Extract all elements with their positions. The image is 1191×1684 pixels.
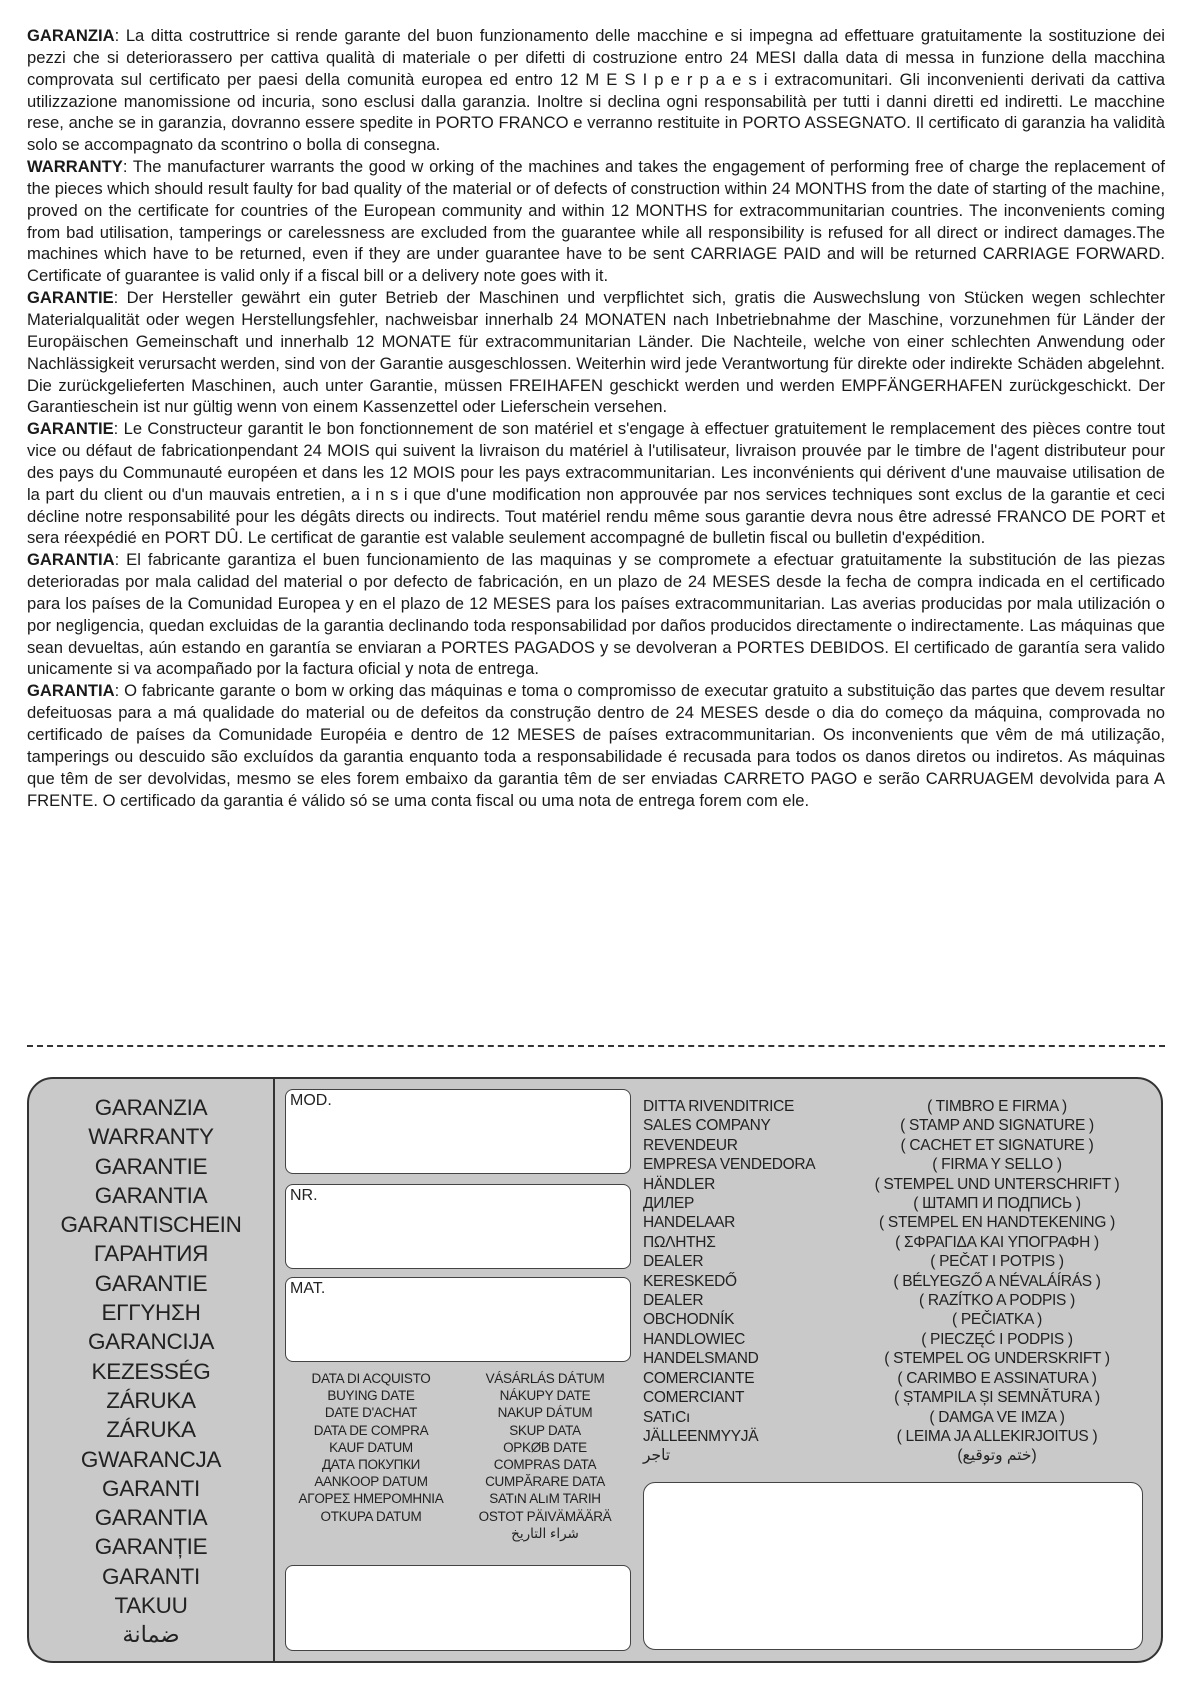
warranty-card xyxy=(27,1077,1163,1663)
purchase-date-labels-right xyxy=(459,1370,631,1542)
warranty-word: GARANTI xyxy=(102,1475,200,1501)
dealer-label: HANDLOWIEC xyxy=(643,1330,746,1348)
warranty-word: GARANTIA xyxy=(94,1505,208,1531)
purchase-date-field[interactable] xyxy=(285,1565,631,1651)
dealer-label: HANDELAAR xyxy=(643,1214,736,1232)
warranty-paragraph-pt xyxy=(27,680,1165,811)
paragraph-body: : O fabricante garante o bom w orking das máquinas e toma o compromisso de executar gratuito a substituição das partes que devem resultar defeituosas para a má qualidade do material ou de defeitos da construção dentro de 24 MESES desde o dia do começo da máquina, comprovada no certificado de países da Comunidade Européia e dentro de 12 MESES de países extracommunitarian. Os inconvenients que vêm de má utilização, tamperings ou descuido são excluídos da garantia enquanto toda a responsabilidade é recusada para todos os danos diretos ou indiretos. As máquinas que têm de ser devolvidas, mesmo se eles forem embaixo da garantia têm de ser enviadas CARRETO PAGO e serão CARRUAGEM devolvida para A FRENTE. O certificado da garantia é válido só se uma conta fiscal ou uma nota de entrega forem com ele. xyxy=(27,681,1165,810)
purchase-date-label: BUYING DATE xyxy=(327,1388,415,1404)
dealer-label: ΠΩΛΗΤΗΣ xyxy=(643,1233,716,1251)
warranty-word: GARANTIA xyxy=(94,1182,208,1208)
stamp-label: ( ШТАМП И ПОДПИСЬ ) xyxy=(913,1195,1081,1213)
warranty-word: WARRANTY xyxy=(88,1124,214,1150)
purchase-date-label: COMPRAS DATA xyxy=(493,1457,597,1473)
warranty-word: GARANTIE xyxy=(94,1270,208,1296)
warranty-word: GARANȚIE xyxy=(94,1534,208,1560)
dealer-label: DEALER xyxy=(643,1292,704,1310)
purchase-date-label: SATıN ALıM TARIH xyxy=(489,1491,601,1507)
purchase-date-label: ДАТА ПОКУПКИ xyxy=(321,1457,421,1473)
warranty-word: ГАРАНТИЯ xyxy=(93,1241,209,1267)
purchase-date-label: NAKUP DÁTUM xyxy=(497,1405,593,1421)
paragraph-body: : Der Hersteller gewährt ein guter Betrieb der Maschinen und verpflichtet sich, gratis die Auswechslung von Stücken wegen schlechter Materialqualität oder wegen Herstellungsfehler, nachweisbar innerhalb 24 MONATEN nach Inbetriebnahme der Maschine, vorzunehmen für Länder der Europäischen Gemeinschaft und innerhalb 12 MONATE für extracommunitarian Länder. Die Nachteile, welche von einer schlechten Anwendung oder Nachlässigkeit verursacht werden, sind von der Garantie ausgeschlossen. Weiterhin wird jede Verantwortung für direkte oder indirekte Schäden abgelehnt. Die zurückgelieferten Maschinen, auch unter Garantie, müssen FREIHAFEN geschickt werden und werden EMPFÄNGERHAFEN zurückgeschickt. Der Garantieschein ist nur gültig wenn von einem Kassenzettel oder Lieferschein versehen. xyxy=(27,288,1165,417)
purchase-date-label: DATA DE COMPRA xyxy=(313,1422,429,1438)
dealer-label: DEALER xyxy=(643,1253,704,1271)
warranty-word: ΕΓΓΥΗΣΗ xyxy=(101,1300,201,1326)
serial-number-field[interactable] xyxy=(285,1184,631,1269)
warranty-word: GWARANCJA xyxy=(80,1446,222,1472)
purchase-date-label: NÁKUPY DATE xyxy=(499,1388,591,1404)
dealer-label: SALES COMPANY xyxy=(643,1117,771,1135)
stamp-label: ( RAZÍTKO A PODPIS ) xyxy=(919,1292,1075,1310)
stamp-label: ( ΣΦΡΑΓΙΔΑ ΚΑΙ ΥΠΟΓΡΑΦΗ ) xyxy=(895,1233,1099,1251)
paragraph-body: : Le Constructeur garantit le bon fonctionnement de son matériel et s'engage à effectuer gratuitement le remplacement des pièces contre tout vice ou défaut de fabricationpendant 24 MOIS qui suivent la livraison du matériel à l'utilisateur, livraison prouvée par le timbre de l'agent distributeur pour des pays du Communauté européen et dans les 12 MOIS pour les pays extracommunitarian. Les inconvénients qui dérivent d'une mauvaise utilisation de la part du client ou d'un mauvais entretien, a i n s i que d'une modification non approuvée par nos services techniques sont exclus de la garantie et ceci décline notre responsabilité pour les dégâts directs ou indirects. Tout matériel rendu même sous garantie devra nous être adressé FRANCO DE PORT et sera réexpédié en PORT DÛ. Le certificat de garantie est valable seulement accompagné de bulletin fiscal ou bulletin d'expédition. xyxy=(27,419,1165,548)
stamp-label: ( ȘTAMPILA ȘI SEMNĂTURA ) xyxy=(894,1389,1100,1407)
stamp-label: ( STEMPEL UND UNTERSCHRIFT ) xyxy=(874,1175,1120,1193)
stamp-label: ( STAMP AND SIGNATURE ) xyxy=(900,1117,1094,1135)
warranty-word: GARANTI xyxy=(102,1563,200,1589)
material-field[interactable] xyxy=(285,1277,631,1362)
dealer-labels xyxy=(643,1097,843,1466)
paragraph-heading: GARANTIE xyxy=(27,419,114,439)
dealer-label: DITTA RIVENDITRICE xyxy=(643,1098,795,1115)
material-label: MAT. xyxy=(290,1280,326,1297)
dealer-label: OBCHODNÍK xyxy=(643,1311,735,1329)
purchase-date-label: KAUF DATUM xyxy=(329,1439,413,1455)
purchase-date-label: AANKOOP DATUM xyxy=(314,1474,428,1490)
warranty-paragraph-es xyxy=(27,549,1165,680)
stamp-label: ( TIMBRO E FIRMA ) xyxy=(927,1098,1067,1115)
purchase-date-label: OTKUPA DATUM xyxy=(320,1508,422,1524)
warranty-word: ZÁRUKA xyxy=(106,1387,196,1413)
stamp-label: ( FIRMA Y SELLO ) xyxy=(932,1156,1062,1174)
stamp-label: ( PEČIATKA ) xyxy=(952,1311,1042,1329)
purchase-date-label: OPKØB DATE xyxy=(503,1439,587,1455)
stamp-label: ( PEČAT I POTPIS ) xyxy=(930,1253,1064,1271)
purchase-date-labels-left xyxy=(285,1370,457,1525)
warranty-word: GARANTISCHEIN xyxy=(60,1212,242,1238)
model-field[interactable] xyxy=(285,1089,631,1174)
warranty-word: TAKUU xyxy=(114,1593,188,1619)
dealer-label: HANDELSMAND xyxy=(643,1350,759,1368)
paragraph-heading: WARRANTY xyxy=(27,157,123,177)
paragraph-heading: GARANZIA xyxy=(27,26,115,45)
dealer-label: EMPRESA VENDEDORA xyxy=(643,1156,816,1174)
warranty-paragraph-it xyxy=(27,25,1165,156)
stamp-label: ( LEIMA JA ALLEKIRJOITUS ) xyxy=(896,1427,1098,1445)
warranty-word: GARANTIE xyxy=(94,1153,208,1179)
stamp-label: ( BÉLYEGZŐ A NÉVALÁÍRÁS ) xyxy=(893,1272,1101,1290)
purchase-date-label: ΑΓΟΡΕΣ ΗΜΕΡΟΜΗΝΙΑ xyxy=(298,1491,444,1507)
warranty-word: KEZESSÉG xyxy=(91,1358,211,1384)
purchase-date-label: VÁSÁRLÁS DÁTUM xyxy=(485,1371,605,1386)
dealer-label: REVENDEUR xyxy=(643,1136,738,1154)
warranty-paragraph-de xyxy=(27,287,1165,418)
warranty-word: ضمانة xyxy=(122,1622,180,1648)
warranty-paragraph-fr xyxy=(27,418,1165,549)
warranty-text-block xyxy=(27,25,1165,811)
dealer-label: JÄLLEENMYYJÄ xyxy=(643,1427,759,1445)
purchase-date-label: SKUP DATA xyxy=(509,1422,581,1438)
paragraph-heading: GARANTIE xyxy=(27,288,114,308)
model-label: MOD. xyxy=(290,1092,332,1109)
stamp-label: ( CARIMBO E ASSINATURA ) xyxy=(897,1369,1097,1387)
dealer-label: HÄNDLER xyxy=(643,1175,715,1193)
dealer-label: تاجر xyxy=(643,1447,671,1465)
dealer-label: KERESKEDŐ xyxy=(643,1272,737,1290)
stamp-label: ( PIECZĘĆ I PODPIS ) xyxy=(921,1330,1073,1348)
paragraph-body: : The manufacturer warrants the good w orking of the machines and takes the engagement of performing free of charge the replacement of the pieces which should result faulty for bad quality of the material or of defects of construction within 24 MONTHS from the date of starting of the machine, proved on the certificate for countries of the European community and within 12 MONTHS for extracommunitarian countries. The inconvenients coming from bad utilisation, tamperings or carelessness are excluded from the guarantee while all responsibility is refused for all direct or indirect damages.The machines which have to be returned, even if they are under guarantee have to be sent CARRIAGE PAID and will be returned CARRIAGE FORWARD. Certificate of guarantee is valid only if a fiscal bill or a delivery note goes with it. xyxy=(27,157,1165,286)
warranty-words-panel xyxy=(29,1079,275,1661)
warranty-word: ZÁRUKA xyxy=(106,1417,196,1443)
warranty-paragraph-en xyxy=(27,156,1165,287)
stamp-label: ( STEMPEL EN HANDTEKENING ) xyxy=(879,1214,1115,1232)
stamp-label: ( CACHET ET SIGNATURE ) xyxy=(900,1136,1094,1154)
dealer-label: COMERCIANTE xyxy=(643,1369,755,1387)
cut-line xyxy=(27,1045,1165,1047)
stamp-labels xyxy=(849,1097,1145,1466)
purchase-date-label: OSTOT PÄIVÄMÄÄRÄ xyxy=(478,1508,612,1524)
purchase-date-label: CUMPĂRARE DATA xyxy=(485,1474,605,1490)
purchase-date-label: DATE D'ACHAT xyxy=(324,1405,418,1421)
dealer-stamp-field[interactable] xyxy=(643,1482,1143,1650)
paragraph-body: : La ditta costruttrice si rende garante del buon funzionamento delle macchine e si impegna ad effettuare gratuitamente la sostituzione dei pezzi che si deteriorassero per cattiva qualità di materiale o per difetti di costruzione entro 24 MESI dalla data di messa in funzione della macchina comprovata sul certificato per paesi della comunità europea ed entro 12 M E S I p e r p a e s i extracomunitari. Gli inconvenienti derivati da cattiva utilizzazione manomissione od incuria, sono esclusi dalla garanzia. Inoltre si declina ogni responsabilità per tutti i danni diretti ed indiretti. Le macchine rese, anche se in garanzia, dovranno essere spedite in PORTO FRANCO e verranno restituite in PORTO ASSEGNATO. Il certificato di garanzia ha validità solo se accompagnato da scontrino o bolla di consegna. xyxy=(27,26,1165,155)
warranty-word: GARANCIJA xyxy=(87,1329,215,1355)
dealer-label: COMERCIANT xyxy=(643,1389,745,1407)
stamp-label: (ختم وتوقيع) xyxy=(957,1447,1037,1465)
paragraph-body: : El fabricante garantiza el buen funcionamiento de las maquinas y se compromete a efectuar gratuitamente la substitución de las piezas deterioradas por mala calidad del material o por defecto de fabricación, en un plazo de 24 MESES desde la fecha de compra indicada en el certificado para los países de la Comunidad Europea y en el plazo de 12 MESES para los países extracommunitarian. Las averias producidas por mala utilización o por negligencia, quedan excluidas de la garantia declinando toda responsabilidad por daños producidos directamente o indirectamente. Las máquinas que sean devueltas, aún estando en garantía se enviaran a PORTES PAGADOS y se devolveran a PORTES DEBIDOS. El certificado de garantía sera valido unicamente si va acompañado por la factura oficial y nota de entrega. xyxy=(27,550,1165,679)
dealer-label: ДИЛЕР xyxy=(643,1195,694,1213)
stamp-label: ( DAMGA VE IMZA ) xyxy=(929,1408,1065,1426)
serial-number-label: NR. xyxy=(290,1187,318,1204)
purchase-date-label: DATA DI ACQUISTO xyxy=(311,1371,431,1386)
warranty-word: GARANZIA xyxy=(94,1095,208,1120)
paragraph-heading: GARANTIA xyxy=(27,550,115,570)
paragraph-heading: GARANTIA xyxy=(27,681,115,701)
purchase-date-label: شراء التاريخ xyxy=(511,1525,579,1541)
stamp-label: ( STEMPEL OG UNDERSKRIFT ) xyxy=(884,1350,1110,1368)
dealer-label: SATıCı xyxy=(643,1408,691,1426)
